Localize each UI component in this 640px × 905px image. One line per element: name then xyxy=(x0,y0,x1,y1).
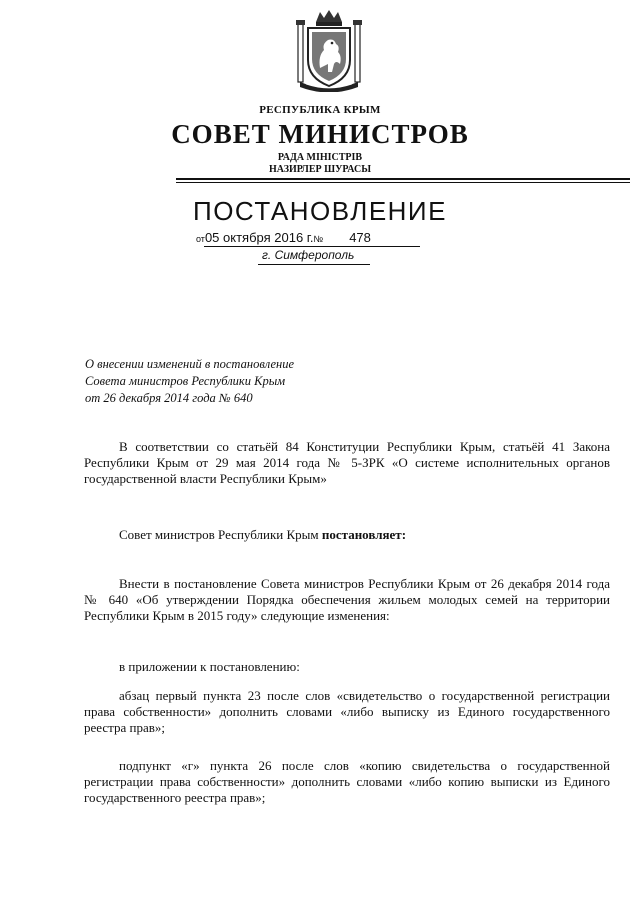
clause-23-paragraph: абзац первый пункта 23 после слов «свидетельство о государственной регистрации права собственности» дополнить словами «либо выписку из Единого государственного реестра прав»; xyxy=(84,688,610,735)
resolution-verb: постановляет: xyxy=(321,527,407,542)
header-divider-thick xyxy=(176,178,630,180)
subject-line: от 26 декабря 2014 года № 640 xyxy=(85,391,253,405)
crimea-coat-of-arms-icon xyxy=(296,8,362,92)
resolution-text: Совет министров Республики Крым xyxy=(119,527,322,542)
decree-number: 478 xyxy=(349,230,371,245)
decree-title: ПОСТАНОВЛЕНИЕ xyxy=(193,196,447,226)
decree-date-line xyxy=(196,230,371,247)
clause-26-paragraph: подпункт «г» пункта 26 после слов «копию свидетельства о государственной регистрации права собственности» дополнить словами «либо копию выписки из Единого государственного реестра прав»; xyxy=(84,758,610,805)
city-underline xyxy=(258,264,370,265)
date-underline xyxy=(204,246,420,247)
resolution-paragraph xyxy=(84,527,610,543)
council-title-crimean-tatar: НАЗИРЛЕР ШУРАСЫ xyxy=(268,164,372,175)
appendix-paragraph: в приложении к постановлению: xyxy=(119,659,300,674)
council-title: СОВЕТ МИНИСТРОВ xyxy=(171,119,469,149)
subject-line: О внесении изменений в постановление xyxy=(85,357,295,371)
republic-name: РЕСПУБЛИКА КРЫМ xyxy=(259,104,381,116)
preamble-paragraph: В соответствии со статьёй 84 Конституции Республики Крым, статьёй 41 Закона Республики Крым от 29 мая 2014 года № 5-ЗРК «О системе исполнительных органов государственной власти Республики Крым» xyxy=(84,439,610,486)
header-divider-thin xyxy=(176,182,630,183)
amendment-paragraph: Внести в постановление Совета министров Республики Крым от 26 декабря 2014 года № 640 «Об утверждении Порядка обеспечения жильем молодых семей на территории Республики Крым в 2015 году» следующие изменения: xyxy=(84,576,610,623)
council-title-ukrainian: РАДА МІНІСТРІВ xyxy=(277,152,363,163)
number-prefix: № xyxy=(313,234,324,244)
date-prefix: от xyxy=(196,234,205,244)
decree-subject xyxy=(85,356,294,407)
decree-date: 05 октября 2016 г. xyxy=(204,230,314,245)
decree-city: г. Симферополь xyxy=(262,248,355,262)
subject-line: Совета министров Республики Крым xyxy=(85,374,286,388)
